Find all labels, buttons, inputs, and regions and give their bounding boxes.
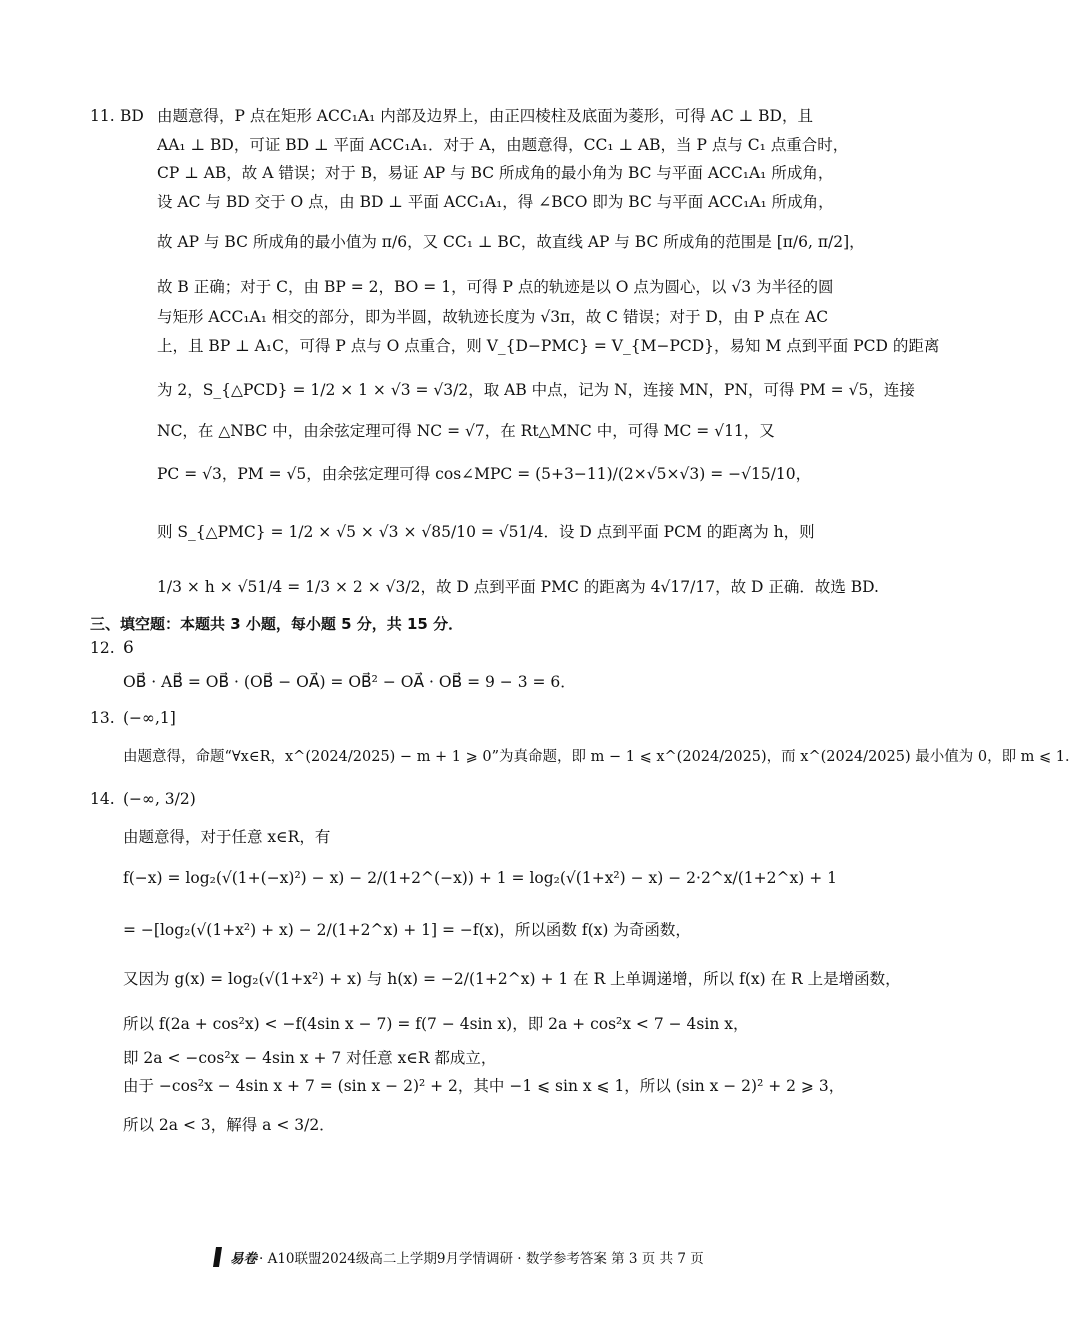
q14-line-2: f(−x) = log₂(√(1+(−x)²) − x) − 2/(1+2^(−x)) + 1 = log₂(√(1+x²) − x) − 2·2^x/(1+2^x) + 1	[123, 869, 837, 887]
q11-line-13: 1/3 × h × √51/4 = 1/3 × 2 × √3/2，故 D 点到平面 PMC 的距离为 4√17/17，故 D 正确．故选 BD.	[157, 578, 879, 596]
footer-logo-text: 易卷	[230, 1251, 257, 1267]
q13-number: 13.	[90, 709, 115, 727]
q11-number: 11.	[90, 107, 115, 125]
q11-line-2: AA₁ ⊥ BD，可证 BD ⊥ 平面 ACC₁A₁．对于 A，由题意得，CC₁ ⊥ AB，当 P 点与 C₁ 点重合时，	[157, 136, 849, 154]
section-3-heading: 三、填空题：本题共 3 小题，每小题 5 分，共 15 分．	[90, 615, 464, 633]
q11-answer: BD	[120, 107, 144, 125]
page-footer	[210, 1246, 704, 1268]
q14-line-1: 由题意得，对于任意 x∈R，有	[123, 828, 331, 846]
q13-line-1: 由题意得，命题“∀x∈R，x^(2024/2025) − m + 1 ⩾ 0”为真命题，即 m − 1 ⩽ x^(2024/2025)，而 x^(2024/2025) 最小值为 0，即 m ⩽ 1．	[123, 749, 1080, 765]
q11-line-11: PC = √3，PM = √5，由余弦定理可得 cos∠MPC = (5+3−11)/(2×√5×√3) = −√15/10，	[157, 465, 812, 483]
q11-line-6: 故 B 正确；对于 C，由 BP = 2，BO = 1，可得 P 点的轨迹是以 O 点为圆心，以 √3 为半径的圆	[157, 278, 834, 296]
q14-line-4: 又因为 g(x) = log₂(√(1+x²) + x) 与 h(x) = −2/(1+2^x) + 1 在 R 上单调递增，所以 f(x) 在 R 上是增函数，	[123, 970, 901, 988]
q14-line-3: = −[log₂(√(1+x²) + x) − 2/(1+2^x) + 1] = −f(x)，所以函数 f(x) 为奇函数，	[123, 921, 691, 939]
q14-line-6: 即 2a < −cos²x − 4sin x + 7 对任意 x∈R 都成立，	[123, 1049, 497, 1067]
q12-answer: 6	[123, 638, 134, 658]
q14-number: 14.	[90, 790, 115, 808]
footer-text: · A10联盟2024级高二上学期9月学情调研 · 数学参考答案 第 3 页 共 7 页	[259, 1251, 704, 1267]
q12-line-1: OB⃗ · AB⃗ = OB⃗ · (OB⃗ − OA⃗) = OB⃗² − OA⃗ · OB⃗ = 9 − 3 = 6．	[123, 673, 576, 691]
q11-line-4: 设 AC 与 BD 交于 O 点，由 BD ⊥ 平面 ACC₁A₁，得 ∠BCO 即为 BC 与平面 ACC₁A₁ 所成角，	[157, 193, 834, 211]
q13-answer: (−∞,1]	[123, 709, 176, 727]
q14-line-5: 所以 f(2a + cos²x) < −f(4sin x − 7) = f(7 − 4sin x)，即 2a + cos²x < 7 − 4sin x，	[123, 1015, 749, 1033]
q11-line-3: CP ⊥ AB，故 A 错误；对于 B，易证 AP 与 BC 所成角的最小角为 BC 与平面 ACC₁A₁ 所成角，	[157, 164, 834, 182]
q12-number: 12.	[90, 639, 115, 657]
brand-logo-icon	[210, 1246, 226, 1268]
q14-line-7: 由于 −cos²x − 4sin x + 7 = (sin x − 2)² + 2，其中 −1 ⩽ sin x ⩽ 1，所以 (sin x − 2)² + 2 ⩾ 3，	[123, 1077, 845, 1095]
q11-line-1: 由题意得，P 点在矩形 ACC₁A₁ 内部及边界上，由正四棱柱及底面为菱形，可得 AC ⊥ BD，且	[157, 107, 813, 125]
q11-line-5: 故 AP 与 BC 所成角的最小值为 π/6，又 CC₁ ⊥ BC，故直线 AP 与 BC 所成角的范围是 [π/6, π/2]，	[157, 233, 865, 251]
q11-line-10: NC，在 △NBC 中，由余弦定理可得 NC = √7，在 Rt△MNC 中，可得 MC = √11，又	[157, 422, 775, 440]
q14-answer: (−∞, 3/2)	[123, 790, 196, 808]
q11-line-12: 则 S_{△PMC} = 1/2 × √5 × √3 × √85/10 = √51/4．设 D 点到平面 PCM 的距离为 h，则	[157, 523, 815, 541]
q11-line-9: 为 2，S_{△PCD} = 1/2 × 1 × √3 = √3/2，取 AB 中点，记为 N，连接 MN，PN，可得 PM = √5，连接	[157, 381, 915, 399]
q11-line-7: 与矩形 ACC₁A₁ 相交的部分，即为半圆，故轨迹长度为 √3π，故 C 错误；对于 D，由 P 点在 AC	[157, 308, 829, 326]
q11-line-8: 上，且 BP ⊥ A₁C，可得 P 点与 O 点重合，则 V_{D−PMC} = V_{M−PCD}，易知 M 点到平面 PCD 的距离	[157, 337, 940, 355]
q14-line-8: 所以 2a < 3，解得 a < 3/2．	[123, 1116, 335, 1134]
